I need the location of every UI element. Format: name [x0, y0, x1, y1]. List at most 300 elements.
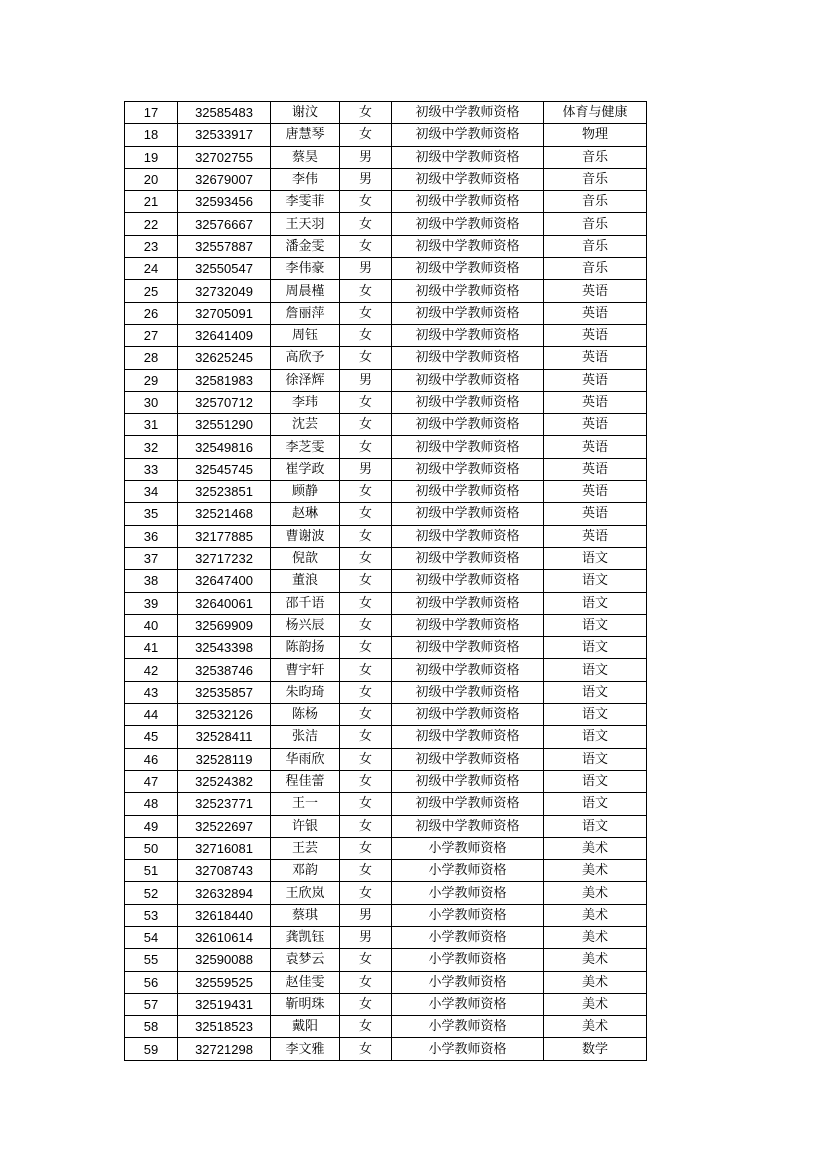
- qualification-cell: 初级中学教师资格: [392, 280, 544, 302]
- subject-cell: 美术: [544, 882, 647, 904]
- row-number-cell: 55: [125, 949, 178, 971]
- name-cell: 王芸: [271, 837, 340, 859]
- qualification-cell: 初级中学教师资格: [392, 168, 544, 190]
- row-number-cell: 24: [125, 258, 178, 280]
- candidate-id-cell: 32570712: [178, 391, 271, 413]
- subject-cell: 美术: [544, 837, 647, 859]
- qualification-cell: 初级中学教师资格: [392, 681, 544, 703]
- row-number-cell: 43: [125, 681, 178, 703]
- name-cell: 陈韵扬: [271, 637, 340, 659]
- table-row: [125, 302, 647, 324]
- row-number-cell: 31: [125, 414, 178, 436]
- subject-cell: 英语: [544, 436, 647, 458]
- subject-cell: 美术: [544, 860, 647, 882]
- name-cell: 王欣岚: [271, 882, 340, 904]
- row-number-cell: 46: [125, 748, 178, 770]
- gender-cell: 男: [340, 904, 392, 926]
- gender-cell: 女: [340, 637, 392, 659]
- candidate-id-cell: 32550547: [178, 258, 271, 280]
- name-cell: 邵千语: [271, 592, 340, 614]
- candidate-id-cell: 32732049: [178, 280, 271, 302]
- gender-cell: 女: [340, 347, 392, 369]
- row-number-cell: 57: [125, 993, 178, 1015]
- row-number-cell: 38: [125, 570, 178, 592]
- table-row: [125, 191, 647, 213]
- subject-cell: 语文: [544, 748, 647, 770]
- subject-cell: 美术: [544, 1016, 647, 1038]
- subject-cell: 语文: [544, 637, 647, 659]
- qualification-cell: 初级中学教师资格: [392, 146, 544, 168]
- roster-table: [124, 101, 647, 1061]
- row-number-cell: 33: [125, 458, 178, 480]
- name-cell: 顾静: [271, 481, 340, 503]
- candidate-id-cell: 32559525: [178, 971, 271, 993]
- gender-cell: 女: [340, 481, 392, 503]
- candidate-id-cell: 32521468: [178, 503, 271, 525]
- row-number-cell: 23: [125, 235, 178, 257]
- gender-cell: 女: [340, 414, 392, 436]
- table-row: [125, 681, 647, 703]
- subject-cell: 英语: [544, 503, 647, 525]
- qualification-cell: 初级中学教师资格: [392, 525, 544, 547]
- candidate-id-cell: 32535857: [178, 681, 271, 703]
- subject-cell: 美术: [544, 926, 647, 948]
- subject-cell: 语文: [544, 614, 647, 636]
- candidate-id-cell: 32641409: [178, 324, 271, 346]
- qualification-cell: 初级中学教师资格: [392, 191, 544, 213]
- name-cell: 谢汶: [271, 102, 340, 124]
- name-cell: 王天羽: [271, 213, 340, 235]
- table-row: [125, 347, 647, 369]
- candidate-id-cell: 32177885: [178, 525, 271, 547]
- row-number-cell: 18: [125, 124, 178, 146]
- table-row: [125, 414, 647, 436]
- gender-cell: 女: [340, 1038, 392, 1060]
- candidate-id-cell: 32708743: [178, 860, 271, 882]
- gender-cell: 女: [340, 770, 392, 792]
- candidate-id-cell: 32576667: [178, 213, 271, 235]
- name-cell: 李芝雯: [271, 436, 340, 458]
- row-number-cell: 36: [125, 525, 178, 547]
- qualification-cell: 初级中学教师资格: [392, 414, 544, 436]
- row-number-cell: 59: [125, 1038, 178, 1060]
- name-cell: 倪歆: [271, 547, 340, 569]
- table-row: [125, 815, 647, 837]
- subject-cell: 英语: [544, 458, 647, 480]
- table-row: [125, 971, 647, 993]
- candidate-id-cell: 32523851: [178, 481, 271, 503]
- subject-cell: 语文: [544, 547, 647, 569]
- row-number-cell: 25: [125, 280, 178, 302]
- row-number-cell: 40: [125, 614, 178, 636]
- name-cell: 徐泽辉: [271, 369, 340, 391]
- table-row: [125, 926, 647, 948]
- row-number-cell: 29: [125, 369, 178, 391]
- name-cell: 陈杨: [271, 704, 340, 726]
- qualification-cell: 初级中学教师资格: [392, 481, 544, 503]
- gender-cell: 男: [340, 258, 392, 280]
- table-row: [125, 146, 647, 168]
- name-cell: 程佳蕾: [271, 770, 340, 792]
- qualification-cell: 初级中学教师资格: [392, 324, 544, 346]
- candidate-id-cell: 32538746: [178, 659, 271, 681]
- name-cell: 李伟豪: [271, 258, 340, 280]
- qualification-cell: 初级中学教师资格: [392, 748, 544, 770]
- candidate-id-cell: 32528411: [178, 726, 271, 748]
- candidate-id-cell: 32581983: [178, 369, 271, 391]
- row-number-cell: 32: [125, 436, 178, 458]
- qualification-cell: 初级中学教师资格: [392, 503, 544, 525]
- name-cell: 董浪: [271, 570, 340, 592]
- row-number-cell: 42: [125, 659, 178, 681]
- row-number-cell: 17: [125, 102, 178, 124]
- table-row: [125, 213, 647, 235]
- name-cell: 蔡琪: [271, 904, 340, 926]
- table-row: [125, 1016, 647, 1038]
- subject-cell: 物理: [544, 124, 647, 146]
- name-cell: 詹丽萍: [271, 302, 340, 324]
- table-row: [125, 391, 647, 413]
- qualification-cell: 初级中学教师资格: [392, 302, 544, 324]
- name-cell: 靳明珠: [271, 993, 340, 1015]
- gender-cell: 女: [340, 837, 392, 859]
- row-number-cell: 41: [125, 637, 178, 659]
- qualification-cell: 初级中学教师资格: [392, 258, 544, 280]
- name-cell: 曹谢波: [271, 525, 340, 547]
- candidate-id-cell: 32721298: [178, 1038, 271, 1060]
- row-number-cell: 58: [125, 1016, 178, 1038]
- candidate-id-cell: 32632894: [178, 882, 271, 904]
- qualification-cell: 小学教师资格: [392, 882, 544, 904]
- subject-cell: 音乐: [544, 235, 647, 257]
- qualification-cell: 初级中学教师资格: [392, 436, 544, 458]
- subject-cell: 音乐: [544, 191, 647, 213]
- qualification-cell: 初级中学教师资格: [392, 637, 544, 659]
- gender-cell: 女: [340, 547, 392, 569]
- gender-cell: 男: [340, 168, 392, 190]
- qualification-cell: 初级中学教师资格: [392, 659, 544, 681]
- row-number-cell: 20: [125, 168, 178, 190]
- gender-cell: 女: [340, 592, 392, 614]
- gender-cell: 女: [340, 815, 392, 837]
- row-number-cell: 48: [125, 793, 178, 815]
- gender-cell: 女: [340, 324, 392, 346]
- gender-cell: 男: [340, 926, 392, 948]
- gender-cell: 女: [340, 302, 392, 324]
- qualification-cell: 初级中学教师资格: [392, 369, 544, 391]
- qualification-cell: 初级中学教师资格: [392, 793, 544, 815]
- table-row: [125, 860, 647, 882]
- candidate-id-cell: 32647400: [178, 570, 271, 592]
- gender-cell: 女: [340, 525, 392, 547]
- subject-cell: 语文: [544, 681, 647, 703]
- gender-cell: 女: [340, 503, 392, 525]
- gender-cell: 女: [340, 614, 392, 636]
- subject-cell: 数学: [544, 1038, 647, 1060]
- roster-table-body: [125, 102, 647, 1061]
- subject-cell: 英语: [544, 280, 647, 302]
- qualification-cell: 小学教师资格: [392, 860, 544, 882]
- gender-cell: 女: [340, 436, 392, 458]
- gender-cell: 女: [340, 860, 392, 882]
- candidate-id-cell: 32518523: [178, 1016, 271, 1038]
- name-cell: 周晨槿: [271, 280, 340, 302]
- qualification-cell: 初级中学教师资格: [392, 391, 544, 413]
- table-row: [125, 726, 647, 748]
- table-row: [125, 124, 647, 146]
- row-number-cell: 51: [125, 860, 178, 882]
- subject-cell: 英语: [544, 481, 647, 503]
- qualification-cell: 小学教师资格: [392, 993, 544, 1015]
- subject-cell: 美术: [544, 993, 647, 1015]
- candidate-id-cell: 32593456: [178, 191, 271, 213]
- qualification-cell: 初级中学教师资格: [392, 124, 544, 146]
- table-row: [125, 324, 647, 346]
- subject-cell: 美术: [544, 904, 647, 926]
- table-row: [125, 770, 647, 792]
- qualification-cell: 初级中学教师资格: [392, 726, 544, 748]
- row-number-cell: 49: [125, 815, 178, 837]
- row-number-cell: 44: [125, 704, 178, 726]
- qualification-cell: 初级中学教师资格: [392, 547, 544, 569]
- row-number-cell: 37: [125, 547, 178, 569]
- candidate-id-cell: 32590088: [178, 949, 271, 971]
- gender-cell: 女: [340, 124, 392, 146]
- table-row: [125, 659, 647, 681]
- gender-cell: 女: [340, 949, 392, 971]
- gender-cell: 女: [340, 102, 392, 124]
- candidate-id-cell: 32702755: [178, 146, 271, 168]
- subject-cell: 体育与健康: [544, 102, 647, 124]
- qualification-cell: 初级中学教师资格: [392, 347, 544, 369]
- name-cell: 曹宇轩: [271, 659, 340, 681]
- table-row: [125, 280, 647, 302]
- candidate-id-cell: 32618440: [178, 904, 271, 926]
- table-row: [125, 258, 647, 280]
- gender-cell: 女: [340, 570, 392, 592]
- name-cell: 袁梦云: [271, 949, 340, 971]
- candidate-id-cell: 32679007: [178, 168, 271, 190]
- candidate-id-cell: 32625245: [178, 347, 271, 369]
- candidate-id-cell: 32610614: [178, 926, 271, 948]
- candidate-id-cell: 32532126: [178, 704, 271, 726]
- table-row: [125, 1038, 647, 1060]
- name-cell: 李文雅: [271, 1038, 340, 1060]
- table-row: [125, 436, 647, 458]
- qualification-cell: 初级中学教师资格: [392, 102, 544, 124]
- qualification-cell: 初级中学教师资格: [392, 815, 544, 837]
- name-cell: 唐慧琴: [271, 124, 340, 146]
- table-row: [125, 235, 647, 257]
- table-row: [125, 748, 647, 770]
- subject-cell: 英语: [544, 525, 647, 547]
- qualification-cell: 初级中学教师资格: [392, 614, 544, 636]
- table-row: [125, 458, 647, 480]
- subject-cell: 语文: [544, 770, 647, 792]
- gender-cell: 女: [340, 993, 392, 1015]
- gender-cell: 男: [340, 146, 392, 168]
- row-number-cell: 54: [125, 926, 178, 948]
- name-cell: 高欣予: [271, 347, 340, 369]
- table-row: [125, 837, 647, 859]
- name-cell: 潘金雯: [271, 235, 340, 257]
- name-cell: 张洁: [271, 726, 340, 748]
- candidate-id-cell: 32528119: [178, 748, 271, 770]
- subject-cell: 语文: [544, 704, 647, 726]
- subject-cell: 音乐: [544, 168, 647, 190]
- table-row: [125, 614, 647, 636]
- table-row: [125, 904, 647, 926]
- row-number-cell: 22: [125, 213, 178, 235]
- row-number-cell: 28: [125, 347, 178, 369]
- name-cell: 戴阳: [271, 1016, 340, 1038]
- table-row: [125, 168, 647, 190]
- name-cell: 王一: [271, 793, 340, 815]
- candidate-id-cell: 32549816: [178, 436, 271, 458]
- gender-cell: 女: [340, 659, 392, 681]
- subject-cell: 语文: [544, 726, 647, 748]
- qualification-cell: 初级中学教师资格: [392, 704, 544, 726]
- qualification-cell: 初级中学教师资格: [392, 458, 544, 480]
- subject-cell: 英语: [544, 324, 647, 346]
- subject-cell: 语文: [544, 815, 647, 837]
- row-number-cell: 19: [125, 146, 178, 168]
- qualification-cell: 小学教师资格: [392, 949, 544, 971]
- gender-cell: 女: [340, 681, 392, 703]
- gender-cell: 女: [340, 280, 392, 302]
- qualification-cell: 小学教师资格: [392, 1016, 544, 1038]
- subject-cell: 美术: [544, 971, 647, 993]
- qualification-cell: 小学教师资格: [392, 971, 544, 993]
- candidate-id-cell: 32640061: [178, 592, 271, 614]
- candidate-id-cell: 32524382: [178, 770, 271, 792]
- qualification-cell: 初级中学教师资格: [392, 592, 544, 614]
- subject-cell: 语文: [544, 793, 647, 815]
- row-number-cell: 26: [125, 302, 178, 324]
- row-number-cell: 30: [125, 391, 178, 413]
- gender-cell: 女: [340, 213, 392, 235]
- gender-cell: 女: [340, 391, 392, 413]
- row-number-cell: 27: [125, 324, 178, 346]
- row-number-cell: 53: [125, 904, 178, 926]
- name-cell: 杨兴辰: [271, 614, 340, 636]
- subject-cell: 语文: [544, 570, 647, 592]
- table-row: [125, 993, 647, 1015]
- subject-cell: 音乐: [544, 258, 647, 280]
- gender-cell: 女: [340, 748, 392, 770]
- name-cell: 赵琳: [271, 503, 340, 525]
- candidate-id-cell: 32569909: [178, 614, 271, 636]
- row-number-cell: 39: [125, 592, 178, 614]
- name-cell: 许银: [271, 815, 340, 837]
- gender-cell: 男: [340, 369, 392, 391]
- gender-cell: 男: [340, 458, 392, 480]
- qualification-cell: 小学教师资格: [392, 926, 544, 948]
- candidate-id-cell: 32519431: [178, 993, 271, 1015]
- table-row: [125, 592, 647, 614]
- name-cell: 华雨欣: [271, 748, 340, 770]
- table-row: [125, 637, 647, 659]
- gender-cell: 女: [340, 971, 392, 993]
- candidate-id-cell: 32557887: [178, 235, 271, 257]
- row-number-cell: 21: [125, 191, 178, 213]
- name-cell: 朱昀琦: [271, 681, 340, 703]
- candidate-id-cell: 32545745: [178, 458, 271, 480]
- row-number-cell: 50: [125, 837, 178, 859]
- qualification-cell: 初级中学教师资格: [392, 235, 544, 257]
- subject-cell: 音乐: [544, 146, 647, 168]
- subject-cell: 英语: [544, 414, 647, 436]
- qualification-cell: 小学教师资格: [392, 1038, 544, 1060]
- table-row: [125, 882, 647, 904]
- name-cell: 李伟: [271, 168, 340, 190]
- table-row: [125, 547, 647, 569]
- candidate-id-cell: 32705091: [178, 302, 271, 324]
- qualification-cell: 小学教师资格: [392, 837, 544, 859]
- candidate-id-cell: 32717232: [178, 547, 271, 569]
- subject-cell: 美术: [544, 949, 647, 971]
- table-row: [125, 570, 647, 592]
- gender-cell: 女: [340, 235, 392, 257]
- row-number-cell: 34: [125, 481, 178, 503]
- table-row: [125, 102, 647, 124]
- candidate-id-cell: 32522697: [178, 815, 271, 837]
- table-row: [125, 369, 647, 391]
- candidate-id-cell: 32585483: [178, 102, 271, 124]
- name-cell: 龚凯钰: [271, 926, 340, 948]
- gender-cell: 女: [340, 704, 392, 726]
- row-number-cell: 56: [125, 971, 178, 993]
- subject-cell: 英语: [544, 302, 647, 324]
- name-cell: 蔡昊: [271, 146, 340, 168]
- subject-cell: 英语: [544, 369, 647, 391]
- candidate-id-cell: 32523771: [178, 793, 271, 815]
- row-number-cell: 47: [125, 770, 178, 792]
- table-row: [125, 503, 647, 525]
- candidate-id-cell: 32543398: [178, 637, 271, 659]
- gender-cell: 女: [340, 793, 392, 815]
- table-row: [125, 793, 647, 815]
- row-number-cell: 45: [125, 726, 178, 748]
- gender-cell: 女: [340, 1016, 392, 1038]
- candidate-id-cell: 32533917: [178, 124, 271, 146]
- name-cell: 崔学政: [271, 458, 340, 480]
- name-cell: 李玮: [271, 391, 340, 413]
- qualification-cell: 初级中学教师资格: [392, 770, 544, 792]
- table-row: [125, 949, 647, 971]
- row-number-cell: 35: [125, 503, 178, 525]
- subject-cell: 英语: [544, 391, 647, 413]
- row-number-cell: 52: [125, 882, 178, 904]
- subject-cell: 语文: [544, 659, 647, 681]
- name-cell: 李雯菲: [271, 191, 340, 213]
- gender-cell: 女: [340, 726, 392, 748]
- table-row: [125, 704, 647, 726]
- candidate-id-cell: 32716081: [178, 837, 271, 859]
- qualification-cell: 初级中学教师资格: [392, 570, 544, 592]
- table-row: [125, 525, 647, 547]
- name-cell: 沈芸: [271, 414, 340, 436]
- subject-cell: 音乐: [544, 213, 647, 235]
- subject-cell: 英语: [544, 347, 647, 369]
- qualification-cell: 小学教师资格: [392, 904, 544, 926]
- name-cell: 邓韵: [271, 860, 340, 882]
- gender-cell: 女: [340, 191, 392, 213]
- candidate-id-cell: 32551290: [178, 414, 271, 436]
- name-cell: 赵佳雯: [271, 971, 340, 993]
- subject-cell: 语文: [544, 592, 647, 614]
- gender-cell: 女: [340, 882, 392, 904]
